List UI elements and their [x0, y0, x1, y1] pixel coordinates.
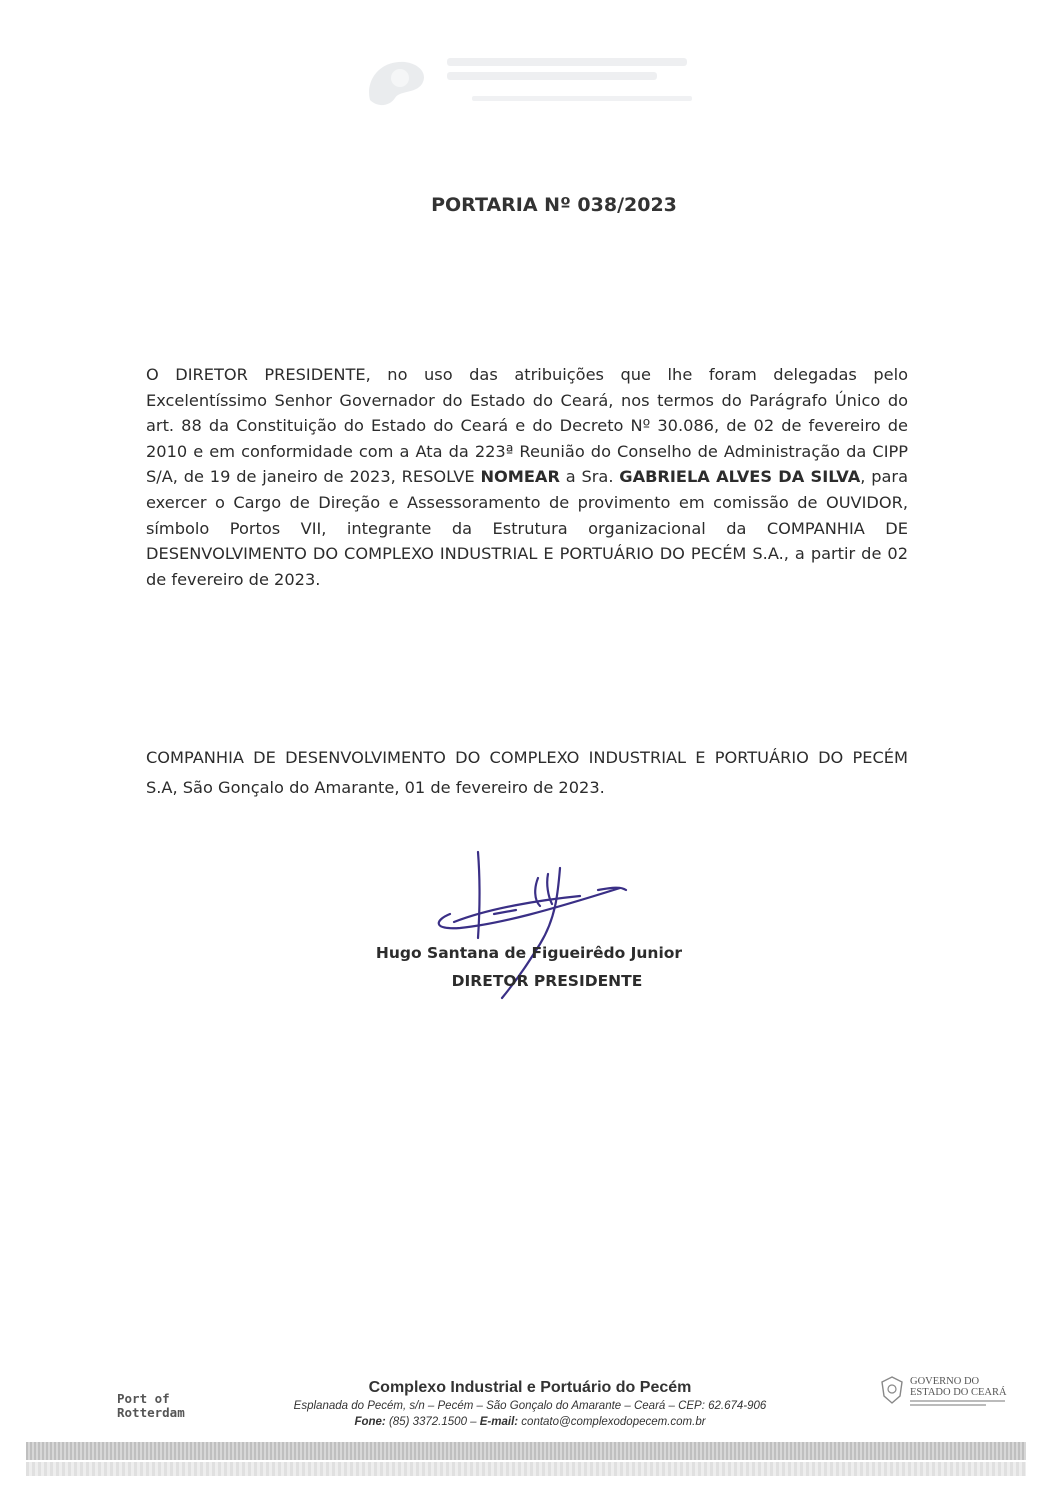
port-of-rotterdam-logo: [117, 1392, 227, 1420]
body-paragraph: [146, 362, 908, 592]
footer-decorative-bar: [26, 1442, 1026, 1460]
state-seal-icon: [880, 1376, 904, 1404]
footer-decorative-bar-lower: [26, 1462, 1026, 1476]
closing-paragraph: COMPANHIA DE DESENVOLVIMENTO DO COMPLEXO INDUSTRIAL E PORTUÁRIO DO PECÉM S.A, São Gonçalo do Amarante, 01 de fevereiro de 2023.: [146, 748, 908, 797]
document-title: PORTARIA Nº 038/2023: [431, 194, 677, 216]
signatory-role: DIRETOR PRESIDENTE: [451, 972, 643, 990]
gov-line-2: ESTADO DO CEARÁ: [910, 1387, 1007, 1398]
gov-subtext: [910, 1400, 1005, 1408]
government-logo: [880, 1374, 1030, 1414]
gov-line-1: GOVERNO DO: [910, 1376, 980, 1387]
phone-label: Fone:: [354, 1416, 386, 1428]
email-label: E-mail:: [479, 1416, 519, 1428]
body-text-part: a Sra.: [559, 467, 620, 487]
government-text: [910, 1376, 1030, 1398]
body-text-part: O DIRETOR PRESIDENTE, no uso das atribuições que lhe foram delegadas pelo Excelentíssimo Senhor Governador do Estado do Ceará, nos termos do Parágrafo Único do art. 88 da Constituição do Estado do Ceará e do Decreto Nº 30.086, de 02 de fevereiro de 2010 e em conformidade com a Ata da 223ª Reunião do Conselho de Administração da CIPP S/A, de 19 de janeiro de 2023, RESOLVE: [146, 365, 908, 487]
logo-wordmark: [447, 58, 697, 86]
footer-company: Complexo Industrial e Portuário do Pecém: [368, 1379, 692, 1396]
footer-info: [250, 1378, 810, 1430]
footer-contact: [250, 1414, 810, 1430]
email-value: contato@complexodopecem.com.br: [521, 1416, 706, 1428]
handwritten-signature: [430, 848, 640, 1018]
partner-line-2: Rotterdam: [117, 1405, 185, 1420]
pecem-logo-icon: [360, 50, 440, 110]
footer-address: Esplanada do Pecém, s/n – Pecém – São Gonçalo do Amarante – Ceará – CEP: 62.674-906: [293, 1400, 767, 1412]
body-text-part: , para exercer o Cargo de Direção e Assessoramento de provimento em comissão de OUVIDOR, símbolo Portos VII, integrante da Estrutura organizacional da COMPANHIA DE DESENVOLVIMENTO DO COMPLEXO INDUSTRIAL E PORTUÁRIO DO PECÉM S.A., a partir de 02 de fevereiro de 2023.: [146, 467, 909, 589]
signatory-name: Hugo Santana de Figueirêdo Junior: [375, 944, 683, 962]
header-logo: [352, 40, 702, 118]
phone-value: (85) 3372.1500 –: [388, 1416, 480, 1428]
body-nominee-name: GABRIELA ALVES DA SILVA: [619, 467, 861, 487]
body-nomear: NOMEAR: [480, 467, 560, 487]
partner-line-1: Port of: [117, 1391, 170, 1406]
logo-tagline: [472, 96, 692, 101]
